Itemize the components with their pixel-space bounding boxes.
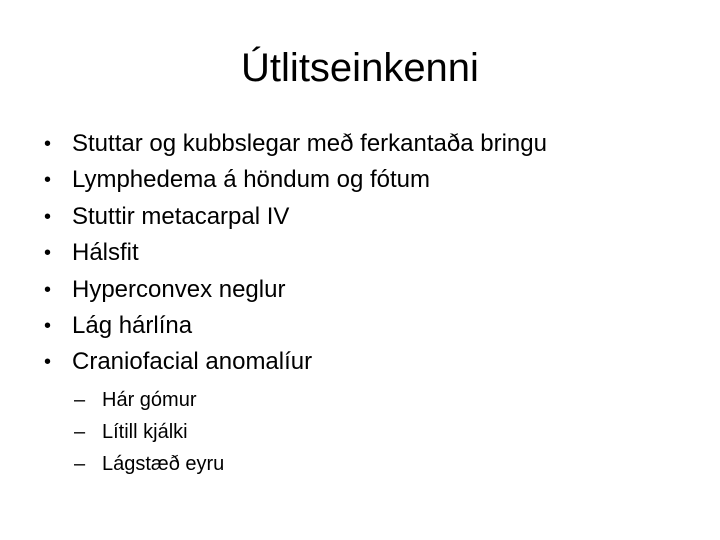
sub-bullet-marker: – <box>74 453 86 475</box>
bullet-text: Craniofacial anomalíur <box>72 348 313 376</box>
bullet-item <box>44 235 547 271</box>
slide-title: Útlitseinkenni <box>241 46 479 90</box>
bullet-text: Hálsfit <box>72 239 139 267</box>
bullet-text: Stuttar og kubbslegar með ferkantaða bringu <box>72 130 547 157</box>
bullet-marker: • <box>44 205 52 228</box>
sub-bullet-text: Lítill kjálki <box>102 421 188 443</box>
bullet-item <box>44 162 547 198</box>
bullet-item <box>44 126 547 162</box>
bullet-marker: • <box>44 351 52 374</box>
bullet-item <box>44 272 547 308</box>
bullet-text: Hyperconvex neglur <box>72 275 286 303</box>
bullet-marker: • <box>44 315 52 338</box>
bullet-marker: • <box>44 169 52 192</box>
bullet-text: Lymphedema á höndum og fótum <box>72 166 430 194</box>
sub-bullet-item <box>74 384 224 416</box>
sub-bullet-item <box>74 448 224 480</box>
bullet-marker: • <box>44 278 52 301</box>
bullet-item <box>44 199 547 235</box>
sub-bullet-text: Lágstæð eyru <box>102 453 225 475</box>
sub-bullet-list <box>74 384 224 480</box>
bullet-marker: • <box>44 242 52 265</box>
sub-bullet-marker: – <box>74 389 86 411</box>
bullet-item <box>44 308 547 344</box>
sub-bullet-marker: – <box>74 421 86 443</box>
sub-bullet-text: Hár gómur <box>102 389 197 411</box>
bullet-item <box>44 344 547 380</box>
bullet-text: Lág hárlína <box>72 312 193 340</box>
bullet-text: Stuttir metacarpal IV <box>72 202 290 230</box>
sub-bullet-item <box>74 416 224 448</box>
bullet-marker: • <box>44 133 52 155</box>
bullet-list <box>44 126 547 381</box>
